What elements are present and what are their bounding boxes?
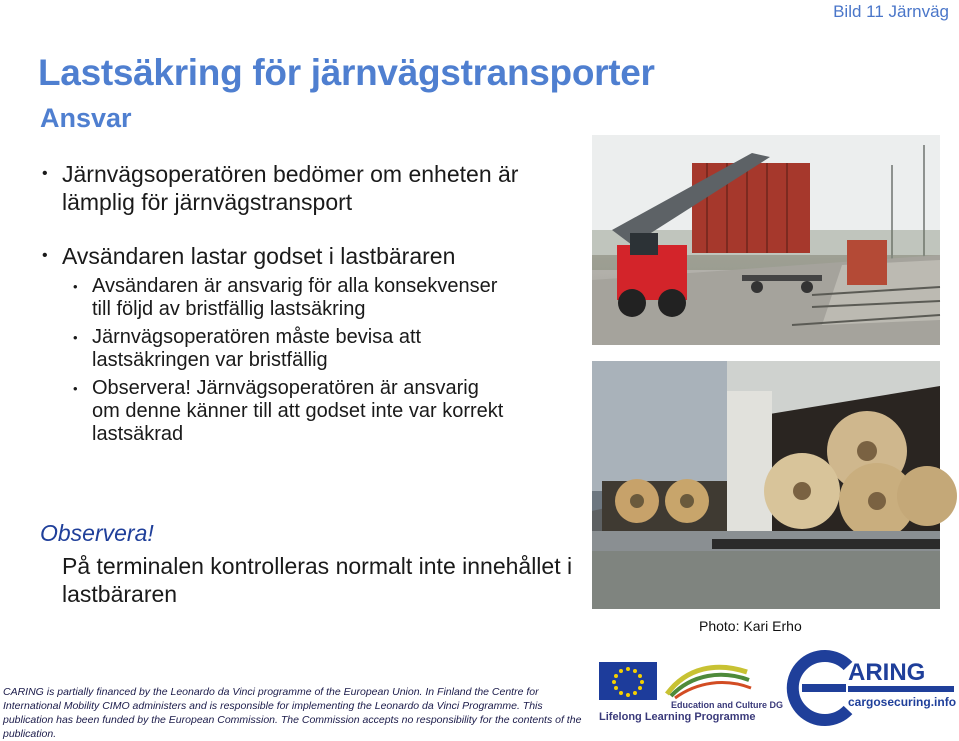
eu-label-lifelong: Lifelong Learning Programme bbox=[599, 711, 756, 723]
slide-title: Lastsäkring för järnvägstransporter bbox=[38, 52, 655, 93]
photo-cable-drums bbox=[592, 361, 940, 609]
caring-logo bbox=[790, 652, 956, 724]
footer-disclaimer: CARING is partially financed by the Leonardo da Vinci programme of the European Union. In Finland the Centre for International Mobility CIMO administers and is responsible for implementing the Leonardo da Vinci Programme. This publication has been funded by the European Commission. The Commission accepts no responsibility for the contents of the publication. bbox=[3, 686, 582, 740]
eu-label-education: Education and Culture DG bbox=[671, 700, 784, 710]
slide-subtitle: Ansvar bbox=[40, 103, 132, 133]
bullet-list bbox=[40, 160, 600, 446]
observe-heading: Observera! bbox=[40, 520, 154, 546]
subbullet-sender-responsible: • Avsändaren är ansvarig för alla konsekvenser till följd av bristfällig lastsäkring bbox=[40, 275, 510, 321]
bullet-sender-loads: • Avsändaren lastar godset i lastbäraren bbox=[40, 242, 600, 270]
photo-caption: Photo: Kari Erho bbox=[699, 618, 802, 634]
caring-name: ARING bbox=[848, 659, 926, 686]
caring-url: cargosecuring.info bbox=[848, 695, 957, 709]
subbullet-operator-prove: • Järnvägsoperatören måste bevisa att lastsäkringen var bristfällig bbox=[40, 326, 510, 372]
subbullet-observe: • Observera! Järnvägsoperatören är ansvarig om denne känner till att godset inte var korrekt lastsäkrad bbox=[40, 377, 510, 446]
bullet-operator-assess: • Järnvägsoperatören bedömer om enheten är lämplig för järnvägstransport bbox=[40, 160, 560, 216]
observe-text: På terminalen kontrolleras normalt inte innehållet i lastbäraren bbox=[62, 553, 573, 607]
slide-number: Bild 11 Järnväg bbox=[833, 2, 949, 21]
eu-logo bbox=[597, 662, 784, 723]
photo-reach-stacker bbox=[592, 135, 940, 345]
